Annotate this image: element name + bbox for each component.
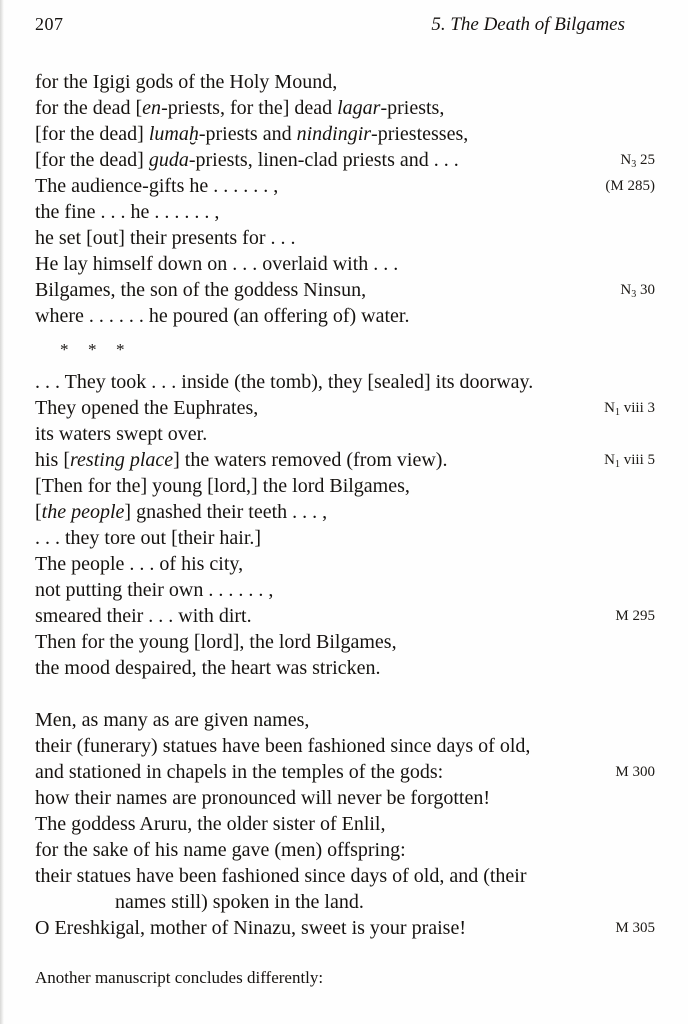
verse-line: [35, 499, 655, 525]
text-segment: and stationed in chapels in the temples of the gods:: [35, 761, 444, 783]
manuscript-ref-text: N: [604, 452, 615, 468]
page-number: 207: [35, 14, 64, 34]
verse-line: [35, 577, 655, 603]
verse-line-text: [35, 891, 364, 913]
text-segment: [: [35, 501, 42, 523]
verse-line: [35, 707, 655, 733]
manuscript-ref-subscript: 1: [614, 459, 620, 470]
text-segment: he set [out] their presents for . . .: [35, 227, 296, 249]
verse-line-text: [35, 123, 468, 145]
manuscript-ref-text: 30: [636, 282, 655, 298]
poem-body: [35, 69, 655, 941]
verse-line-text: [35, 553, 243, 575]
text-segment: [for the dead]: [35, 123, 149, 145]
italic-term: lagar: [337, 97, 381, 119]
verse-line: [35, 303, 655, 329]
stanza-separator: [35, 337, 655, 363]
text-segment: ] the waters removed (from view).: [173, 449, 448, 471]
verse-line-text: [35, 175, 278, 197]
manuscript-ref-text: viii 5: [619, 452, 655, 468]
manuscript-ref-text: M 305: [615, 920, 655, 936]
verse-line-text: [35, 735, 530, 757]
verse-line-text: [35, 917, 466, 939]
text-segment: -priests, linen-clad priests and . . .: [188, 149, 459, 171]
manuscript-ref-text: N: [620, 282, 632, 298]
text-segment: his [: [35, 449, 70, 471]
text-segment: for the sake of his name gave (men) offspring:: [35, 839, 406, 861]
verse-line-text: [35, 449, 447, 471]
text-segment: The audience-gifts he . . . . . . ,: [35, 175, 279, 197]
verse-line: [35, 603, 655, 629]
verse-line: [35, 199, 655, 225]
text-segment: the fine . . . he . . . . . . ,: [35, 201, 220, 223]
manuscript-line-ref: [563, 915, 655, 941]
verse-stanza: [35, 707, 655, 941]
manuscript-ref-text: (M 285): [605, 178, 655, 194]
manuscript-ref-text: M 295: [615, 608, 655, 624]
verse-line: [35, 95, 655, 121]
verse-line: [35, 277, 655, 303]
text-segment: The goddess Aruru, the older sister of Enlil,: [35, 813, 386, 835]
verse-line: [35, 837, 655, 863]
verse-line: [35, 69, 655, 95]
text-segment: not putting their own . . . . . . ,: [35, 579, 274, 601]
text-segment: He lay himself down on . . . overlaid with . . .: [35, 253, 399, 275]
verse-line: [35, 225, 655, 251]
text-segment: O Ereshkigal, mother of Ninazu, sweet is your praise!: [35, 917, 466, 939]
text-segment: where . . . . . . he poured (an offering of) water.: [35, 305, 410, 327]
verse-line-text: [35, 279, 366, 301]
verse-line-text: [35, 423, 207, 445]
verse-line-text: [35, 787, 490, 809]
verse-stanza: [35, 369, 655, 681]
verse-stanza: [35, 69, 655, 329]
verse-line: [35, 889, 655, 915]
asterisk-glyph: *: [116, 340, 125, 359]
manuscript-line-ref: [563, 447, 655, 475]
manuscript-ref-text: M 300: [615, 764, 655, 780]
verse-line-text: [35, 305, 410, 327]
text-segment: -priests,: [380, 97, 445, 119]
verse-line-text: [35, 149, 459, 171]
manuscript-line-ref: [563, 147, 655, 175]
text-segment: for the dead [: [35, 97, 143, 119]
text-segment: their (funerary) statues have been fashioned since days of old,: [35, 735, 531, 757]
verse-line-text: [35, 605, 252, 627]
verse-line-text: [35, 813, 386, 835]
manuscript-ref-text: N: [620, 152, 632, 168]
verse-line-text: [35, 527, 261, 549]
italic-term: en: [142, 97, 162, 119]
verse-line-text: [35, 501, 327, 523]
footer-note: Another manuscript concludes differently:: [35, 968, 324, 987]
verse-line: [35, 733, 655, 759]
italic-term: guda: [148, 149, 189, 171]
manuscript-ref-subscript: 3: [631, 159, 637, 170]
verse-line: [35, 551, 655, 577]
italic-term: the people: [41, 501, 125, 523]
verse-line: [35, 525, 655, 551]
running-title: 5. The Death of Bilgames: [431, 14, 625, 35]
verse-line: [35, 863, 655, 889]
text-segment: They opened the Euphrates,: [35, 397, 259, 419]
text-segment: -priests and: [198, 123, 297, 145]
text-segment: The people . . . of his city,: [35, 553, 244, 575]
verse-line-text: [35, 201, 219, 223]
verse-line-text: [35, 709, 309, 731]
italic-term: lumaḫ: [148, 123, 199, 145]
verse-line-text: [35, 97, 444, 119]
italic-term: resting place: [70, 449, 174, 471]
verse-line: [35, 395, 655, 421]
verse-line: [35, 759, 655, 785]
manuscript-ref-subscript: 3: [631, 289, 637, 300]
manuscript-ref-text: N: [604, 400, 615, 416]
verse-line-text: [35, 397, 258, 419]
verse-line: [35, 629, 655, 655]
text-segment: ] gnashed their teeth . . . ,: [124, 501, 328, 523]
verse-line-text: [35, 631, 397, 653]
verse-line-text: [35, 865, 527, 887]
verse-line: [35, 785, 655, 811]
text-segment: -priestesses,: [371, 123, 469, 145]
verse-line: [35, 147, 655, 173]
manuscript-line-ref: [563, 603, 655, 629]
text-segment: . . . they tore out [their hair.]: [35, 527, 262, 549]
verse-line: [35, 811, 655, 837]
text-segment: names still) spoken in the land.: [115, 891, 364, 913]
text-segment: its waters swept over.: [35, 423, 208, 445]
manuscript-line-ref: [563, 395, 655, 423]
verse-line: [35, 251, 655, 277]
manuscript-line-ref: [563, 277, 655, 305]
verse-line-text: [35, 371, 533, 393]
page-header: [35, 14, 655, 36]
italic-term: nindingir: [296, 123, 372, 145]
asterisk-glyph: *: [60, 340, 69, 359]
manuscript-ref-subscript: 1: [614, 407, 620, 418]
verse-line-text: [35, 657, 380, 679]
text-segment: their statues have been fashioned since days of old, and (their: [35, 865, 527, 887]
verse-line: [35, 121, 655, 147]
text-segment: Men, as many as are given names,: [35, 709, 310, 731]
manuscript-ref-text: viii 3: [619, 400, 655, 416]
text-segment: for the Igigi gods of the Holy Mound,: [35, 71, 338, 93]
manuscript-line-ref: [563, 173, 655, 199]
verse-line: [35, 369, 655, 395]
text-segment: -priests, for the] dead: [161, 97, 338, 119]
text-segment: [Then for the] young [lord,] the lord Bilgames,: [35, 475, 410, 497]
verse-line-text: [35, 839, 406, 861]
verse-line: [35, 421, 655, 447]
scan-edge-artifact: [0, 0, 4, 1024]
verse-line: [35, 655, 655, 681]
verse-line: [35, 173, 655, 199]
verse-line-text: [35, 253, 398, 275]
text-segment: Then for the young [lord], the lord Bilgames,: [35, 631, 397, 653]
verse-line-text: [35, 761, 443, 783]
text-segment: [for the dead]: [35, 149, 149, 171]
text-segment: Bilgames, the son of the goddess Ninsun,: [35, 279, 367, 301]
text-segment: how their names are pronounced will never be forgotten!: [35, 787, 491, 809]
verse-line: [35, 473, 655, 499]
asterisk-glyph: *: [88, 340, 97, 359]
manuscript-line-ref: [563, 759, 655, 785]
manuscript-ref-text: 25: [636, 152, 655, 168]
text-segment: smeared their . . . with dirt.: [35, 605, 252, 627]
verse-line-text: [35, 71, 337, 93]
text-segment: . . . They took . . . inside (the tomb), they [sealed] its doorway.: [35, 371, 534, 393]
verse-line-text: [35, 579, 273, 601]
text-segment: the mood despaired, the heart was stricken.: [35, 657, 381, 679]
verse-line-text: [35, 227, 295, 249]
verse-line: [35, 915, 655, 941]
verse-line-text: [35, 475, 410, 497]
verse-line: [35, 447, 655, 473]
